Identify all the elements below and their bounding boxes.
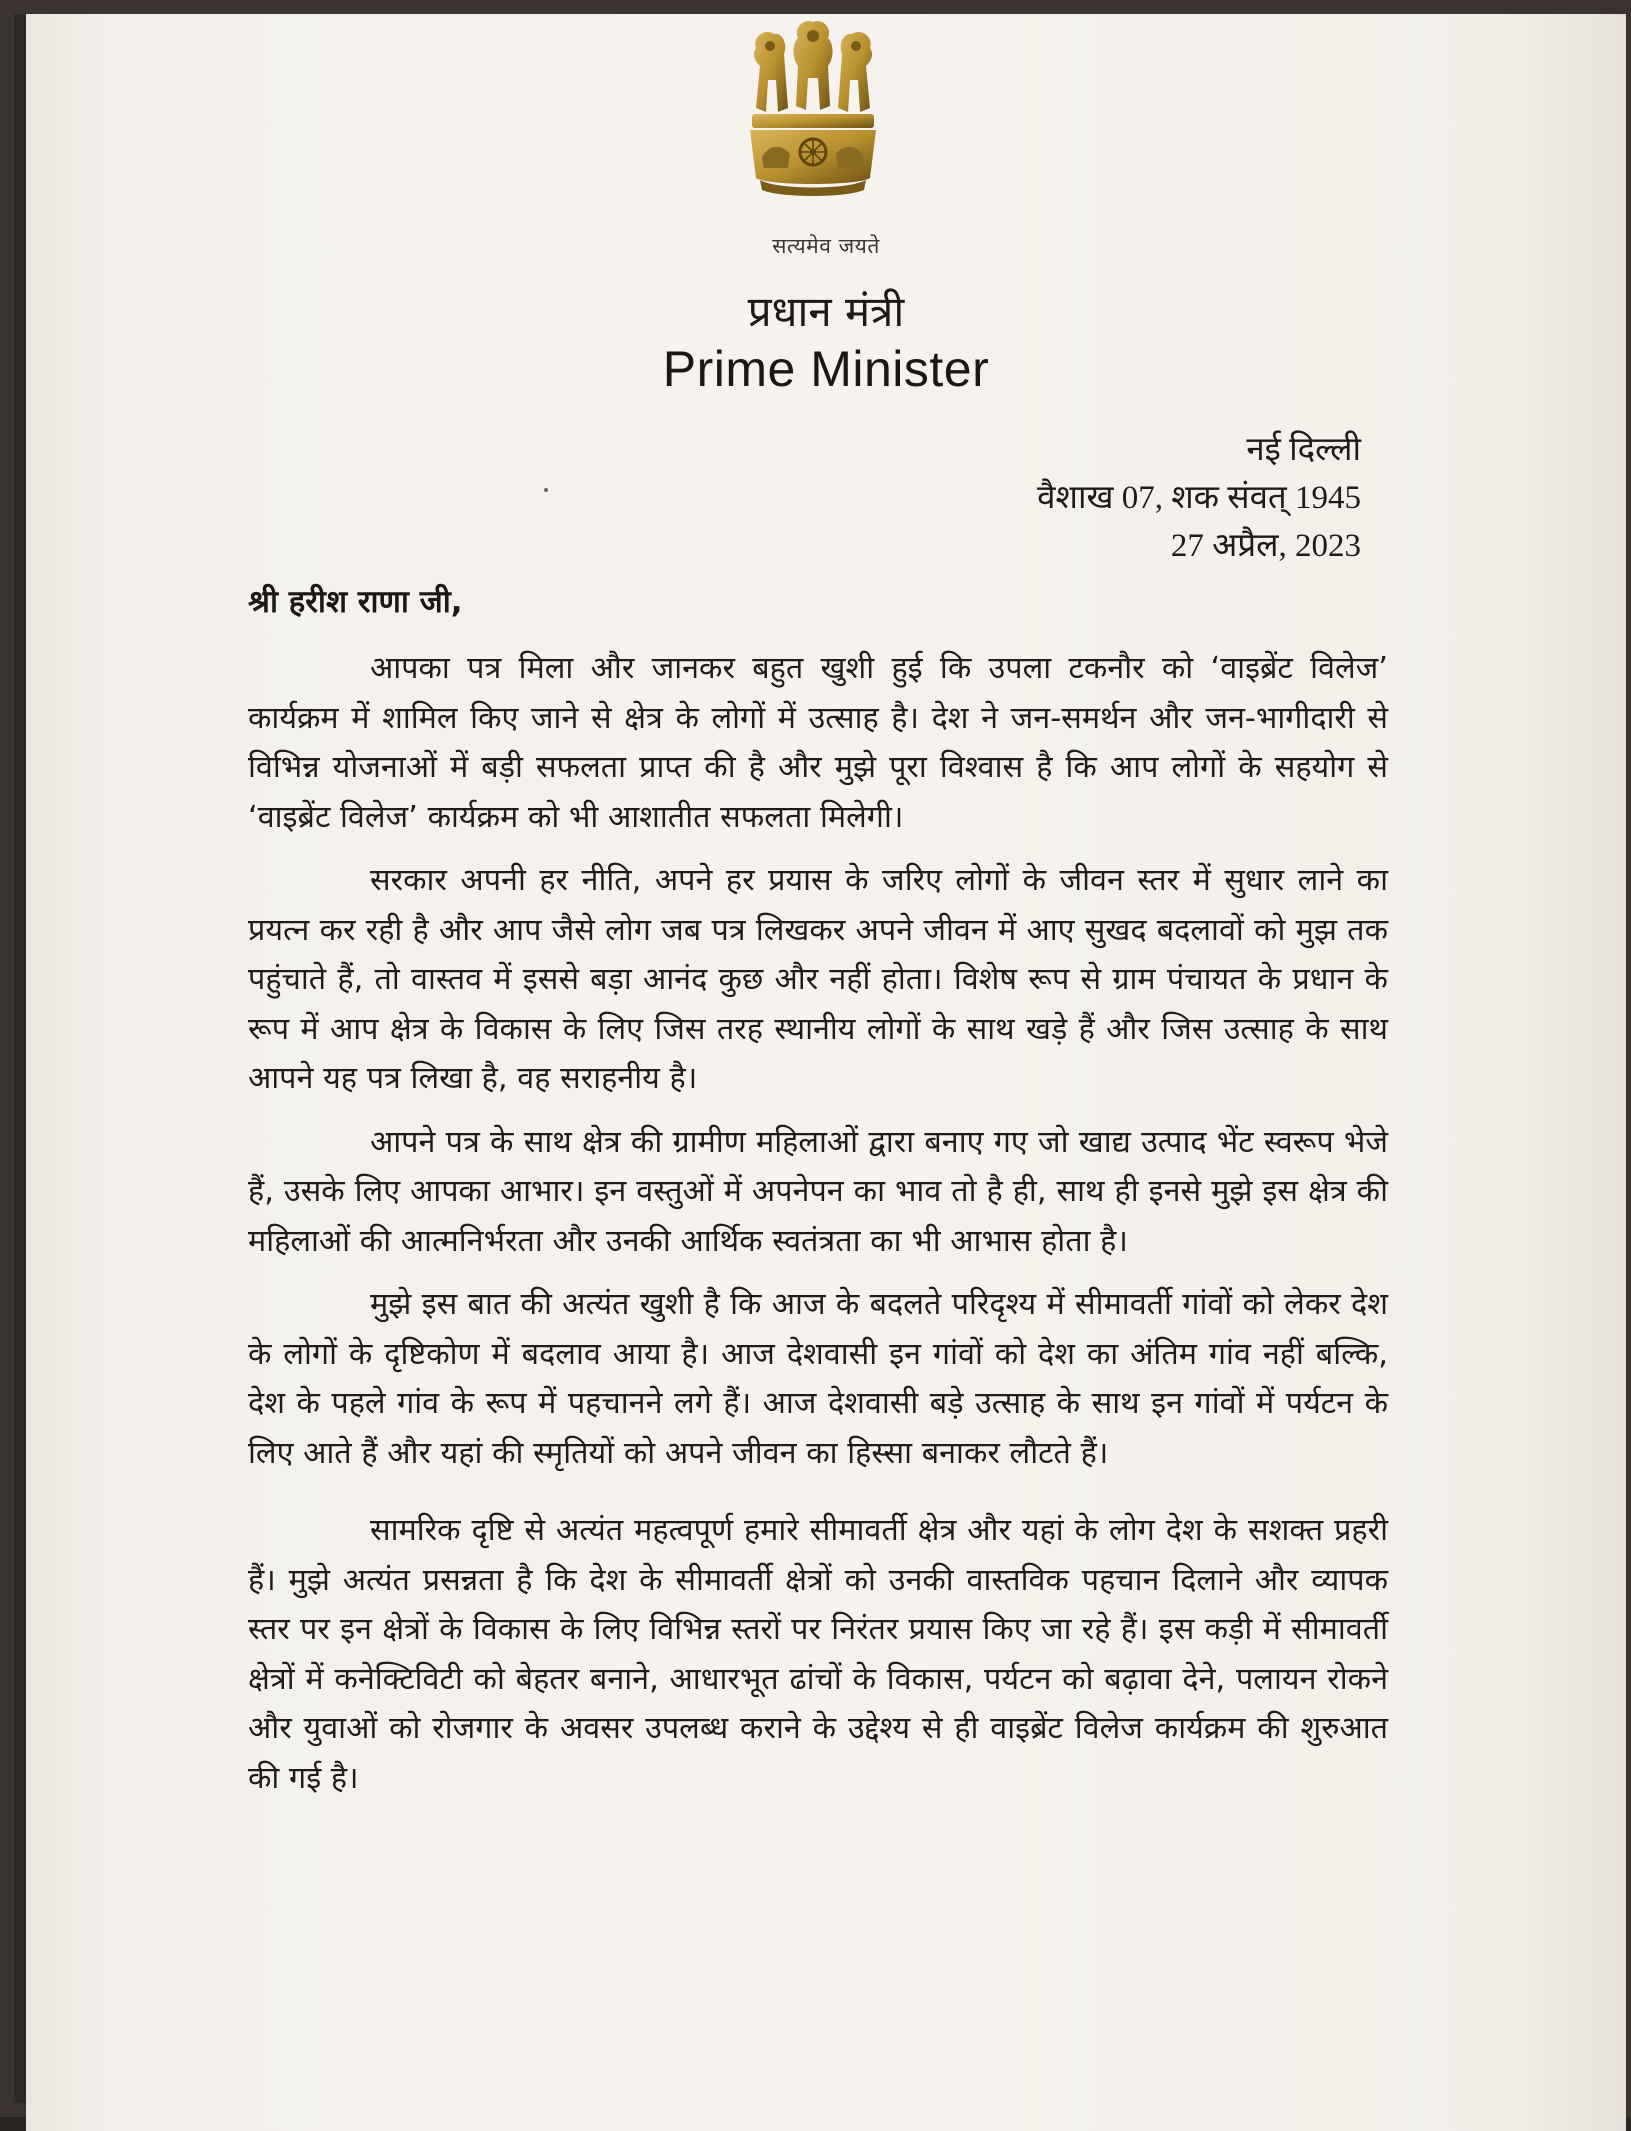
gregorian-date: 27 अप्रैल, 2023 [1170,528,1361,564]
paragraph: आपका पत्र मिला और जानकर बहुत खुशी हुई कि उपला टकनौर को ‘वाइब्रेंट विलेज’ कार्यक्रम में शामिल किए जाने से क्षेत्र के लोगों में उत्साह है। देश ने जन-समर्थन और जन-भागीदारी से विभिन्न योजनाओं में बड़ी सफलता प्राप्त की है और मुझे पूरा विश्वास है कि आप लोगों के सहयोग से ‘वाइब्रेंट विलेज’ कार्यक्रम को भी आशातीत सफलता मिलेगी। [248,651,1388,835]
ashoka-emblem-icon [738,18,888,223]
paragraph: सरकार अपनी हर नीति, अपने हर प्रयास के जरिए लोगों के जीवन स्तर में सुधार लाने का प्रयत्न कर रही है और आप जैसे लोग जब पत्र लिखकर अपने जीवन में आए सुखद बदलावों को मुझ तक पहुंचाते हैं, तो वास्तव में इससे बड़ा आनंद कुछ और नहीं होता। विशेष रूप से ग्राम पंचायत के प्रधान के रूप में आप क्षेत्र के विकास के लिए जिस तरह स्थानीय लोगों के साथ खड़े हैं और जिस उत्साह के साथ आपने यह पत्र लिखा है, वह सराहनीय है। [248,863,1388,1096]
saka-date: वैशाख 07, शक संवत् 1945 [1037,480,1361,516]
office-title-english: Prime Minister [662,341,990,397]
paragraph: आपने पत्र के साथ क्षेत्र की ग्रामीण महिलाओं द्वारा बनाए गए जो खाद्य उत्पाद भेंट स्वरूप भेजे हैं, उसके लिए आपका आभार। इन वस्तुओं में अपनेपन का भाव तो है ही, साथ ही इनसे मुझे इस क्षेत्र की महिलाओं की आत्मनिर्भरता और उनकी आर्थिक स्वतंत्रता का भी आभास होता है। [248,1124,1388,1259]
letter-paper [26,14,1626,2131]
office-title-hindi: प्रधान मंत्री [747,287,905,336]
salutation: श्री हरीश राणा जी, [248,584,463,620]
paper-speck [544,488,548,492]
place: नई दिल्ली [1246,432,1361,468]
national-motto: सत्यमेव जयते [772,234,880,258]
paragraph: सामरिक दृष्टि से अत्यंत महत्वपूर्ण हमारे सीमावर्ती क्षेत्र और यहां के लोग देश के सशक्त प्रहरी हैं। मुझे अत्यंत प्रसन्नता है कि देश के सीमावर्ती क्षेत्रों को उनकी वास्तविक पहचान दिलाने और व्यापक स्तर पर इन क्षेत्रों के विकास के लिए विभिन्न स्तरों पर निरंतर प्रयास किए जा रहे हैं। इस कड़ी में सीमावर्ती क्षेत्रों में कनेक्टिविटी को बेहतर बनाने, आधारभूत ढांचों के विकास, पर्यटन को बढ़ावा देने, पलायन रोकने और युवाओं को रोजगार के अवसर उपलब्ध कराने के उद्देश्य से ही वाइब्रेंट विलेज कार्यक्रम की शुरुआत की गई है। [248,1513,1388,1796]
paragraph: मुझे इस बात की अत्यंत खुशी है कि आज के बदलते परिदृश्य में सीमावर्ती गांवों को लेकर देश के लोगों के दृष्टिकोण में बदलाव आया है। आज देशवासी इन गांवों को देश का अंतिम गांव नहीं बल्कि, देश के पहले गांव के रूप में पहचानने लगे हैं। आज देशवासी बड़े उत्साह के साथ इन गांवों में पर्यटन के लिए आते हैं और यहां की स्मृतियों को अपने जीवन का हिस्सा बनाकर लौटते हैं। [248,1287,1388,1471]
letter-body [248,644,1388,1817]
date-block [1037,426,1361,570]
